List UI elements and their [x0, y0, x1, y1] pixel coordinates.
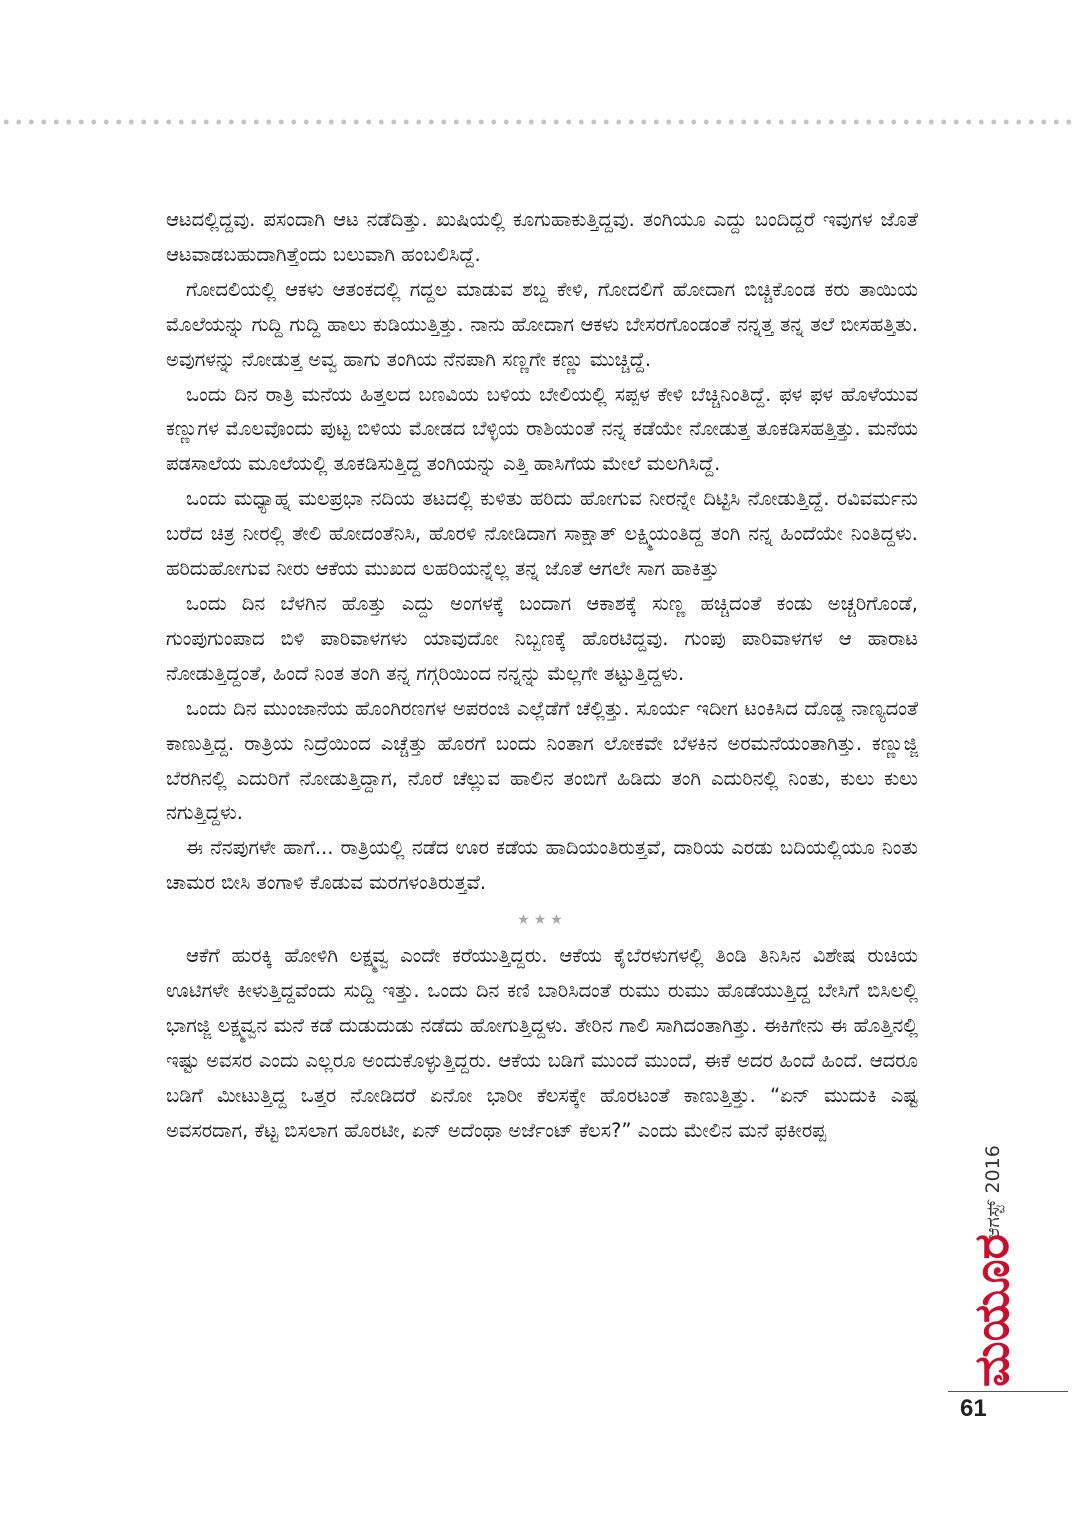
paragraph: ಆಕೆಗೆ ಹುರಕ್ಕಿ ಹೋಳಿಗಿ ಲಕ್ಷ್ಮವ್ವ ಎಂದೇ ಕರೆಯುತ್ತಿದ್ದರು. ಆಕೆಯ ಕೈಬೆರಳುಗಳಲ್ಲಿ ತಿಂಡಿ ತಿನಿಸಿನ ವಿಶೇಷ ರುಚಿಯ ಊಟಿಗಳೇ ಕೀಳುತ್ತಿದ್ದವೆಂದು ಸುದ್ದಿ ಇತ್ತು. ಒಂದು ದಿನ ಕಣಿ ಬಾರಿಸಿದಂತೆ ರುಮು ರುಮು ಹೊಡೆಯುತ್ತಿದ್ದ ಬೇಸಿಗೆ ಬಿಸಿಲಲ್ಲಿ ಭಾಗಜ್ಜಿ ಲಕ್ಷ್ಮವ್ವನ ಮನೆ ಕಡೆ ದುಡುದುಡು ನಡೆದು ಹೋಗುತ್ತಿದ್ದಳು. ತೇರಿನ ಗಾಲಿ ಸಾಗಿದಂತಾಗಿತ್ತು. ಈಕಿಗೇನು ಈ ಹೊತ್ತಿನಲ್ಲಿ ಇಷ್ಟು ಅವಸರ ಎಂದು ಎಲ್ಲರೂ ಅಂದುಕೊಳ್ಳುತ್ತಿದ್ದರು. ಆಕೆಯ ಬಡಿಗೆ ಮುಂದೆ ಮುಂದೆ, ಈಕೆ ಅದರ ಹಿಂದೆ ಹಿಂದೆ. ಆದರೂ ಬಡಿಗೆ ಮೀಟುತ್ತಿದ್ದ ಒತ್ತರ ನೋಡಿದರೆ ಏನೋ ಭಾರೀ ಕೆಲಸಕ್ಕೇ ಹೊರಟಂತೆ ಕಾಣುತ್ತಿತ್ತು. “ಏನ್ ಮುದುಕಿ ಎಷ್ಟ ಅವಸರದಾಗ, ಕೆಟ್ಟ ಬಿಸಲಾಗ ಹೊರಟೀ, ಏನ್ ಅದೆಂಥಾ ಅರ್ಜೆಂಟ್ ಕೆಲಸ?” ಎಂದು ಮೇಲಿನ ಮನೆ ಫಕೀರಪ್ಪ: [166, 944, 918, 1142]
paragraph: ಗೋದಲಿಯಲ್ಲಿ ಆಕಳು ಆತಂಕದಲ್ಲಿ ಗದ್ದಲ ಮಾಡುವ ಶಬ್ದ ಕೇಳಿ, ಗೋದಲಿಗೆ ಹೋದಾಗ ಬಿಚ್ಚಿಕೊಂಡ ಕರು ತಾಯಿಯ ಮೊಲೆಯನ್ನು ಗುದ್ದಿ ಗುದ್ದಿ ಹಾಲು ಕುಡಿಯುತ್ತಿತ್ತು. ನಾನು ಹೋದಾಗ ಆಕಳು ಬೇಸರಗೊಂಡಂತೆ ನನ್ನತ್ತ ತನ್ನ ತಲೆ ಬೀಸಹತ್ತಿತು. ಅವುಗಳನ್ನು ನೋಡುತ್ತ ಅವ್ವ ಹಾಗು ತಂಗಿಯ ನೆನಪಾಗಿ ಸಣ್ಣಗೇ ಕಣ್ಣು ಮುಚ್ಚಿದ್ದೆ.: [166, 277, 918, 371]
issue-date: ಆಗಸ್ಟ್ 2016: [982, 1145, 1004, 1240]
section-separator: ★★★: [517, 912, 567, 929]
paragraph: ಈ ನೆನಪುಗಳೇ ಹಾಗೆ... ರಾತ್ರಿಯಲ್ಲಿ ನಡೆದ ಊರ ಕಡೆಯ ಹಾದಿಯಂತಿರುತ್ತವೆ, ದಾರಿಯ ಎರಡು ಬದಿಯಲ್ಲಿಯೂ ನಿಂತು ಚಾಮರ ಬೀಸಿ ತಂಗಾಳಿ ಕೊಡುವ ಮರಗಳಂತಿರುತ್ತವೆ.: [166, 836, 918, 895]
magazine-logo: ಮಯೂರ: [964, 1233, 1020, 1387]
article-body: [166, 203, 918, 1149]
page-number: 61: [960, 1395, 987, 1422]
paragraph: ಆಟದಲ್ಲಿದ್ದವು. ಪಸಂದಾಗಿ ಆಟ ನಡೆದಿತ್ತು. ಖುಷಿಯಲ್ಲಿ ಕೂಗುಹಾಕುತ್ತಿದ್ದವು. ತಂಗಿಯೂ ಎದ್ದು ಬಂದಿದ್ದರೆ ಇವುಗಳ ಜೊತೆ ಆಟವಾಡಬಹುದಾಗಿತ್ತೆಂದು ಬಲುವಾಗಿ ಹಂಬಲಿಸಿದ್ದೆ.: [166, 208, 918, 266]
paragraph: ಒಂದು ಮಧ್ಯಾಹ್ನ ಮಲಪ್ರಭಾ ನದಿಯ ತಟದಲ್ಲಿ ಕುಳಿತು ಹರಿದು ಹೋಗುವ ನೀರನ್ನೇ ದಿಟ್ಟಿಸಿ ನೋಡುತ್ತಿದ್ದೆ. ರವಿವರ್ಮನು ಬರೆದ ಚಿತ್ರ ನೀರಲ್ಲಿ ತೇಲಿ ಹೋದಂತೆನಿಸಿ, ಹೊರಳಿ ನೋಡಿದಾಗ ಸಾಕ್ಷಾತ್ ಲಕ್ಷ್ಮಿಯಂತಿದ್ದ ತಂಗಿ ನನ್ನ ಹಿಂದೆಯೇ ನಿಂತಿದ್ದಳು. ಹರಿದುಹೋಗುವ ನೀರು ಆಕೆಯ ಮುಖದ ಲಹರಿಯನ್ನೆಲ್ಲ ತನ್ನ ಜೊತೆ ಆಗಲೇ ಸಾಗ ಹಾಕಿತ್ತು: [166, 487, 918, 581]
dotted-header-rule: [0, 117, 1072, 127]
page-number-rule: [948, 1391, 1068, 1392]
paragraph: ಒಂದು ದಿನ ಬೆಳಗಿನ ಹೊತ್ತು ಎದ್ದು ಅಂಗಳಕ್ಕೆ ಬಂದಾಗ ಆಕಾಶಕ್ಕೆ ಸುಣ್ಣ ಹಚ್ಚಿದಂತೆ ಕಂಡು ಅಚ್ಚರಿಗೊಂಡೆ, ಗುಂಪುಗುಂಪಾದ ಬಿಳಿ ಪಾರಿವಾಳಗಳು ಯಾವುದೋ ನಿಬ್ಬಣಕ್ಕೆ ಹೊರಟಿದ್ದವು. ಗುಂಪು ಪಾರಿವಾಳಗಳ ಆ ಹಾರಾಟ ನೋಡುತ್ತಿದ್ದಂತೆ, ಹಿಂದೆ ನಿಂತ ತಂಗಿ ತನ್ನ ಗಗ್ಗರಿಯಿಂದ ನನ್ನನ್ನು ಮೆಲ್ಲಗೇ ತಟ್ಟುತ್ತಿದ್ದಳು.: [166, 591, 918, 685]
paragraph: ಒಂದು ದಿನ ಮುಂಜಾನೆಯ ಹೊಂಗಿರಣಗಳ ಅಪರಂಜಿ ಎಲ್ಲೆಡೆಗೆ ಚೆಲ್ಲಿತ್ತು. ಸೂರ್ಯ ಇದೀಗ ಟಂಕಿಸಿದ ದೊಡ್ಡ ನಾಣ್ಯದಂತೆ ಕಾಣುತ್ತಿದ್ದ. ರಾತ್ರಿಯ ನಿದ್ರೆಯಿಂದ ಎಚ್ಚೆತ್ತು ಹೊರಗೆ ಬಂದು ನಿಂತಾಗ ಲೋಕವೇ ಬೆಳಕಿನ ಅರಮನೆಯಂತಾಗಿತ್ತು. ಕಣ್ಣುಜ್ಜಿ ಬೆರಗಿನಲ್ಲಿ ಎದುರಿಗೆ ನೋಡುತ್ತಿದ್ದಾಗ, ನೊರೆ ಚೆಲ್ಲುವ ಹಾಲಿನ ತಂಬಿಗೆ ಹಿಡಿದು ತಂಗಿ ಎದುರಿನಲ್ಲಿ ನಿಂತು, ಕುಲು ಕುಲು ನಗುತ್ತಿದ್ದಳು.: [166, 696, 918, 825]
paragraph: ಒಂದು ದಿನ ರಾತ್ರಿ ಮನೆಯ ಹಿತ್ತಲದ ಬಣವಿಯ ಬಳಿಯ ಬೇಲಿಯಲ್ಲಿ ಸಪ್ಪಳ ಕೇಳಿ ಬೆಚ್ಚಿನಿಂತಿದ್ದೆ. ಫಳ ಫಳ ಹೊಳೆಯುವ ಕಣ್ಣುಗಳ ಮೊಲವೊಂದು ಪುಟ್ಟ ಬಿಳಿಯ ಮೋಡದ ಬೆಳ್ಳಿಯ ರಾಶಿಯಂತೆ ನನ್ನ ಕಡೆಯೇ ನೋಡುತ್ತ ತೂಕಡಿಸಹತ್ತಿತ್ತು. ಮನೆಯ ಪಡಸಾಲೆಯ ಮೂಲೆಯಲ್ಲಿ ತೂಕಡಿಸುತ್ತಿದ್ದ ತಂಗಿಯನ್ನು ಎತ್ತಿ ಹಾಸಿಗೆಯ ಮೇಲೆ ಮಲಗಿಸಿದ್ದೆ.: [166, 382, 918, 476]
